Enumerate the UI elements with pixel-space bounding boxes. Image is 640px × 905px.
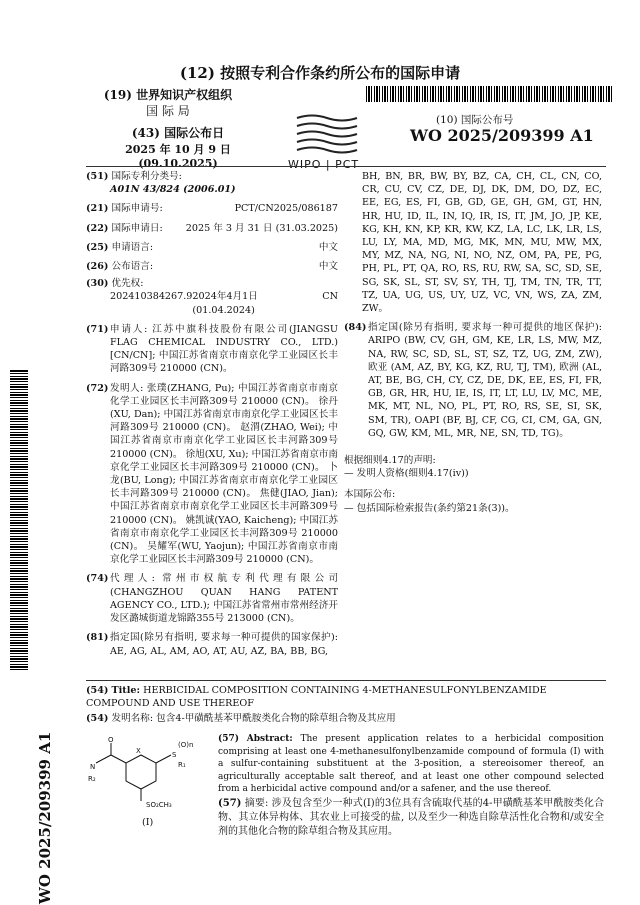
declaration-item: — 发明人资格(细则4.17(iv))	[344, 468, 469, 480]
svg-text:O: O	[108, 736, 114, 744]
applicant: 申请人: 江苏中旗科技股份有限公司(JIANGSU FLAG CHEMICAL INDUSTRY CO., LTD.) [CN/CN]; 中国江苏省南京市南京化学工业园区长丰河路309号 210000 (CN)。	[110, 323, 338, 375]
publication-item: — 包括国际检索报告(条约第21条(3))。	[344, 502, 515, 514]
svg-text:R₂: R₂	[88, 775, 96, 783]
wipo-logo-icon	[292, 108, 362, 158]
abstract-cn: (57) 摘要: 涉及包含至少一种式(I)的3位具有含硫取代基的4-甲磺酰基苯甲酰胺类化合物、其立体异构体、其农业上可接受的盐, 以及至少一种选自除草活性化合物和/或安全剂的其他化合物的除草组合物及其应用。	[218, 798, 604, 837]
right-column: BH, BN, BR, BW, BY, BZ, CA, CH, CL, CN, CO, CR, CU, CV, CZ, DE, DJ, DK, DM, DO, DZ, EC, EE, EG, ES, FI, GB, GD, GE, GH, GM, GT, HN, HR, HU, ID, IL, IN, IQ, IR, IS, IT, JM, JO, JP, KE, KG, KH, KN, KP, KR, KW, KZ, LA, LC, LK, LR, LS, LU, LY, MA, MD, MG, MK, MN, MU, MW, MX, MY, MZ, NA, NG, NI, NO, NZ, OM, PA, PE, PG, PH, PL, PT, QA, RO, RS, RU, RW, SA, SC, SD, SE, SG, SK, SL, ST, SV, SY, TH, TJ, TM, TN, TR, TT, TZ, UA, UG, US, UY, UZ, VC, VN, WS, ZA, ZM, ZW。 (84) 指定国(除另有指明, 要求每一种可提供的地区保护): ARIPO (BW, CV, GH, GM, KE, LR, LS, MW, MZ, NA, RW, SC, SD, SL, ST, SZ, TZ, UG, ZM, ZW), 欧亚 (AM, AZ, BY, KG, KZ, RU, TJ, TM), 欧洲 (AL, AT, BE, BG, CH, CY, CZ, DE, DK, EE, ES, FI, FR, GB, GR, HR, HU, IE, IS, IT, LT, LU, LV, MC, ME, MK, MT, NL, NO, PL, PT, RO, RS, SE, SI, SK, SM, TR), OAPI (BF, BJ, CF, CG, CI, CM, GA, GN, GQ, GW, KM, ML, MR, NE, SN, TD, TG)。 根据细则4.17的声明: — 发明人资格(细则4.17(iv)) 本国际公布: — 包括国际检索报告(条约第21条(3))。	[344, 171, 602, 514]
pubdate-label: (43) 国际公布日	[131, 126, 225, 140]
pubno: WO 2025/209399 A1	[410, 126, 594, 145]
pubno-label: (10) 国际公布号	[436, 114, 514, 126]
abstract-en: (57) Abstract: The present application relates to a herbicidal composition comprising at least one 4-methanesulfonylbenzamide compound of formula (I) with a sulfur-containing substituent at the 3-position, a stereoisomer thereof, an agriculturally acceptable salt thereof, and at least one other compound selected from a herbicidal active compound and/or a safener, and the use thereof.	[218, 734, 604, 794]
designated-states: 指定国(除另有指明, 要求每一种可提供的国家保护): AE, AG, AL, AM, AO, AT, AU, AZ, BA, BB, BG,	[110, 632, 338, 657]
wipo-pct: WIPO | PCT	[288, 158, 360, 171]
chemical-formula-icon	[86, 735, 206, 825]
svg-text:N: N	[90, 763, 96, 771]
agent: 代理人: 常州市权航专利代理有限公司(CHANGZHOU QUAN HANG PATENT AGENCY CO., LTD.); 中国江苏省常州市常州经济开发区潞城街道龙锦路355号 213000 (CN)。	[110, 573, 338, 625]
org-sub: 国 际 局	[146, 104, 190, 118]
svg-text:SO₂CH₃: SO₂CH₃	[146, 801, 172, 809]
pubdate-value: 2025 年 10 月 9 日 (09.10.2025)	[125, 143, 231, 170]
side-pubno: WO 2025/209399 A1	[36, 731, 54, 904]
svg-text:S: S	[172, 751, 177, 759]
svg-text:(O)n: (O)n	[178, 741, 194, 749]
formula-label: (I)	[142, 817, 154, 828]
inventors: 发明人: 张璞(ZHANG, Pu); 中国江苏省南京市南京化学工业园区长丰河路309号 210000 (CN)。 徐丹(XU, Dan); 中国江苏省南京市南京化学工业园区长丰河路309号 210000 (CN)。 赵渭(ZHAO, Wei); 中国江苏省南京市南京化学工业园区长丰河路309号 210000 (CN)。 徐旭(XU, Xu); 中国江苏省南京市南京化学工业园区长丰河路309号 210000 (CN)。 卜龙(BU, Long); 中国江苏省南京市南京化学工业园区长丰河路309号 210000 (CN)。 焦健(JIAO, Jian); 中国江苏省南京市南京化学工业园区长丰河路309号 210000 (CN)。 姚凯诚(YAO, Kaicheng); 中国江苏省南京市南京化学工业园区长丰河路309号 210000 (CN)。 吴耀军(WU, Yaojun); 中国江苏省南京市南京化学工业园区长丰河路309号 210000 (CN)。	[110, 382, 338, 566]
left-column: (51) 国际专利分类号: A01N 43/824 (2006.01) (21) 国际申请号: PCT/CN2025/086187 (22) 国际申请日: 2025 年 3 月 31 日 (31.03.2025) (25) 申请语言: 中文 (26) 公布语言: 中文 (30) 优先权: 202410384267.9 2024年4月1日 (01.04.2024) CN (71) 申请人: 江苏中旗科技股份有限公司(JIANGSU FLAG CHEMICAL INDUSTRY CO., LTD.) [CN/CN]; 中国江苏省南京市南京化学工业园区长丰河路309号 210000 (CN)。 (72) 发明人: 张璞(ZHANG, Pu); 中国江苏省南京市南京化学工业园区长丰河路309号 210000 (CN)。 徐丹(XU, Dan); 中国江苏省南京市南京化学工业园区长丰河路309号 210000 (CN)。 赵渭(ZHAO, Wei); 中国江苏省南京市南京化学工业园区长丰河路309号 210000 (CN)。 徐旭(XU, Xu); 中国江苏省南京市南京化学工业园区长丰河路309号 210000 (CN)。 卜龙(BU, Long); 中国江苏省南京市南京化学工业园区长丰河路309号 210000 (CN)。 焦健(JIAO, Jian); 中国江苏省南京市南京化学工业园区长丰河路309号 210000 (CN)。 姚凯诚(YAO, Kaicheng); 中国江苏省南京市南京化学工业园区长丰河路309号 210000 (CN)。 吴耀军(WU, Yaojun); 中国江苏省南京市南京化学工业园区长丰河路309号 210000 (CN)。 (74) 代理人: 常州市权航专利代理有限公司(CHANGZHOU QUAN HANG PATENT AGENCY CO., LTD.); 中国江苏省常州市常州经济开发区潞城街道龙锦路355号 213000 (CN)。 (81) 指定国(除另有指明, 要求每一种可提供的国家保护): AE, AG, AL, AM, AO, AT, AU, AZ, BA, BB, BG,	[86, 171, 338, 657]
doc-title: (12) 按照专利合作条约所公布的国际申请	[179, 64, 461, 82]
ipc-value: A01N 43/824 (2006.01)	[110, 184, 236, 196]
declaration-head: 根据细则4.17的声明:	[344, 455, 436, 467]
title-en: (54) Title: HERBICIDAL COMPOSITION CONTAINING 4-METHANESULFONYLBENZAMIDE COMPOUND AND USE THEREOF	[86, 685, 547, 709]
title-cn: (54) 发明名称: 包含4-甲磺酰基苯甲酰胺类化合物的除草组合物及其应用	[86, 713, 396, 724]
side-barcode	[10, 370, 28, 670]
designated-states-cont: BH, BN, BR, BW, BY, BZ, CA, CH, CL, CN, CO, CR, CU, CV, CZ, DE, DJ, DK, DM, DO, DZ, EC, EE, EG, ES, FI, GB, GD, GE, GH, GM, GT, HN, HR, HU, ID, IL, IN, IQ, IR, IS, IT, JM, JO, JP, KE, KG, KH, KN, KP, KR, KW, KZ, LA, LC, LK, LR, LS, LU, LY, MA, MD, MG, MK, MN, MU, MW, MX, MY, MZ, NA, NG, NI, NO, NZ, OM, PA, PE, PG, PH, PL, PT, QA, RO, RS, RU, RW, SA, SC, SD, SE, SG, SK, SL, ST, SV, SY, TH, TJ, TM, TN, TR, TT, TZ, UA, UG, US, UY, UZ, VC, VN, WS, ZA, ZM, ZW。	[362, 171, 602, 315]
barcode	[366, 86, 614, 102]
publication-head: 本国际公布:	[344, 489, 396, 501]
svg-text:R₁: R₁	[178, 761, 186, 769]
regional-states: 指定国(除另有指明, 要求每一种可提供的地区保护): ARIPO (BW, CV, GH, GM, KE, LR, LS, MW, MZ, NA, RW, SC, SD, SL, ST, SZ, TZ, UG, ZM, ZW), 欧亚 (AM, AZ, BY, KG, KZ, RU, TJ, TM), 欧洲 (AL, AT, BE, BG, CH, CY, CZ, DE, DK, EE, ES, FI, FR, GB, GR, HR, HU, IE, IS, IT, LT, LU, LV, MC, ME, MK, MT, NL, NO, PL, PT, RO, RS, SE, SI, SK, SM, TR), OAPI (BF, BJ, CF, CG, CI, CM, GA, GN, GQ, GW, KM, ML, MR, NE, SN, TD, TG)。	[368, 322, 602, 439]
org-name: (19) 世界知识产权组织	[103, 88, 233, 102]
svg-text:X: X	[136, 747, 141, 755]
